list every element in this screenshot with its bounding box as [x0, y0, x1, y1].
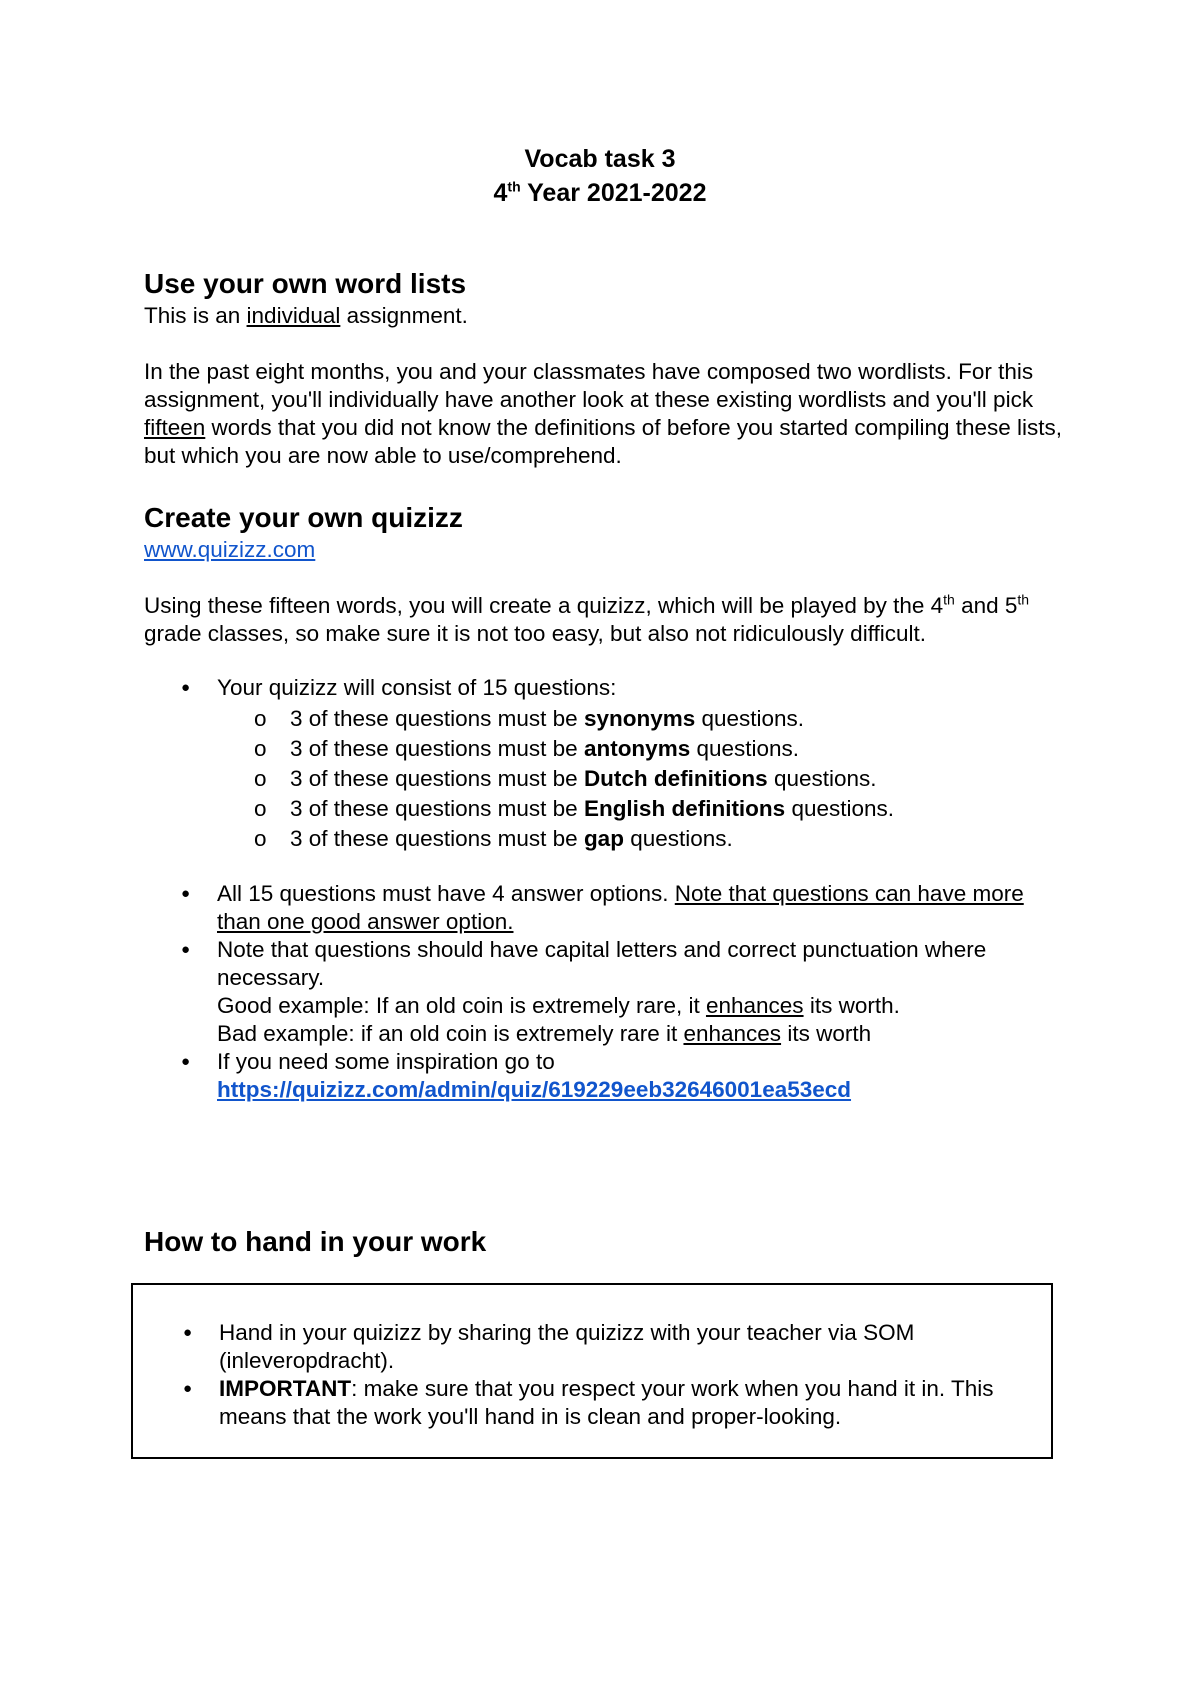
bullet-text: : make sure that you respect your work when you hand it in. This means that the work you'll hand in is clean and proper-looking. [219, 1376, 994, 1429]
superscript: th [1017, 591, 1030, 608]
list-item [144, 674, 1064, 854]
bullet-underlined: Note that questions can have more than one good answer option. [217, 881, 1024, 934]
section-hand-in [144, 1226, 1064, 1260]
sub-list-item [217, 794, 1064, 824]
example-underlined: enhances [705, 993, 804, 1018]
section-heading-quizizz: Create your own quizizz [144, 502, 463, 533]
sub-bold: antonyms [583, 736, 691, 761]
intro-underlined: individual [246, 303, 341, 328]
bullet-text: ● Note that questions should have capital letters and correct punctuation where necessary. [217, 937, 987, 990]
section-create-quizizz [144, 502, 1064, 1104]
para-text: In the past eight months, you and your classmates have composed two wordlists. For this assignment, you'll individually have another look at these existing wordlists and you'll pick [144, 359, 1034, 412]
section-heading-hand-in: How to hand in your work [144, 1226, 487, 1257]
sub-text: 3 of these questions must be [290, 736, 584, 761]
sub-text: questions. [690, 736, 800, 761]
bullet-text: All 15 questions must have 4 answer options. [217, 881, 675, 906]
intro-text-end: assignment. [340, 303, 468, 328]
para-text: grade classes, so make sure it is not too easy, but also not ridiculously difficult. [144, 621, 927, 646]
para-text: and 5 [954, 593, 1018, 618]
intro-text: This is an [144, 303, 247, 328]
sub-text: questions. [623, 826, 733, 851]
bullet-text: ● If you need some inspiration go to [217, 1049, 555, 1074]
superscript: th [943, 591, 955, 608]
question-types-list [217, 704, 1064, 854]
year-superscript: th [507, 178, 521, 195]
quizizz-link[interactable]: www.quizizz.com [144, 537, 316, 562]
bullet-text: Hand in your quizizz by sharing the quizizz with your teacher via SOM (inleveropdracht). [219, 1320, 915, 1373]
quizizz-paragraph [144, 592, 1064, 648]
sub-bold: English definitions [583, 796, 786, 821]
list-item [144, 880, 1064, 936]
hand-in-box [131, 1283, 1053, 1459]
sub-text: 3 of these questions must be [290, 826, 584, 851]
sub-text: questions. [695, 706, 805, 731]
sub-list-item [217, 764, 1064, 794]
sub-bold: synonyms [583, 706, 696, 731]
bad-example [217, 1020, 1064, 1048]
sub-bold: Dutch definitions [583, 766, 768, 791]
example-underlined: enhances [683, 1021, 782, 1046]
requirements-list [144, 674, 1064, 1104]
title-block [0, 142, 1200, 210]
year-label: Year 2021-2022 [520, 179, 707, 207]
intro-line [144, 302, 1064, 330]
document-subtitle [0, 176, 1200, 210]
hand-in-list [133, 1319, 1031, 1431]
sub-bold: gap [583, 826, 624, 851]
sub-text: questions. [785, 796, 895, 821]
section-word-lists [144, 268, 1064, 470]
example-text: its worth. [803, 993, 900, 1018]
inspiration-link[interactable]: https://quizizz.com/admin/quiz/619229eeb32646001ea53ecd [217, 1077, 852, 1102]
section-heading-word-lists: Use your own word lists [144, 268, 467, 299]
sub-list-item [217, 704, 1064, 734]
sub-list-item [217, 824, 1064, 854]
year-number: 4 [493, 179, 508, 207]
list-item [133, 1319, 1031, 1375]
document-title: Vocab task 3 [524, 145, 676, 173]
example-text: its worth [781, 1021, 872, 1046]
example-text: Good example: If an old coin is extremely rare, it [217, 993, 706, 1018]
word-lists-paragraph [144, 358, 1064, 470]
sub-text: 3 of these questions must be [290, 796, 584, 821]
list-item [144, 1048, 1064, 1104]
list-item [144, 936, 1064, 1048]
sub-text: questions. [767, 766, 877, 791]
sub-text: 3 of these questions must be [290, 706, 584, 731]
sub-list-item [217, 734, 1064, 764]
example-text: Bad example: if an old coin is extremely rare it [217, 1021, 684, 1046]
sub-text: 3 of these questions must be [290, 766, 584, 791]
para-text: Using these fifteen words, you will create a quizizz, which will be played by the 4 [144, 593, 944, 618]
bullet-text: Your quizizz will consist of 15 questions: [217, 675, 617, 700]
good-example [217, 992, 1064, 1020]
list-item [133, 1375, 1031, 1431]
important-label: IMPORTANT [219, 1376, 352, 1401]
para-underlined: fifteen [144, 415, 206, 440]
para-text-end: words that you did not know the definitions of before you started compiling these lists, but which you are now able to use/comprehend. [144, 415, 1063, 468]
